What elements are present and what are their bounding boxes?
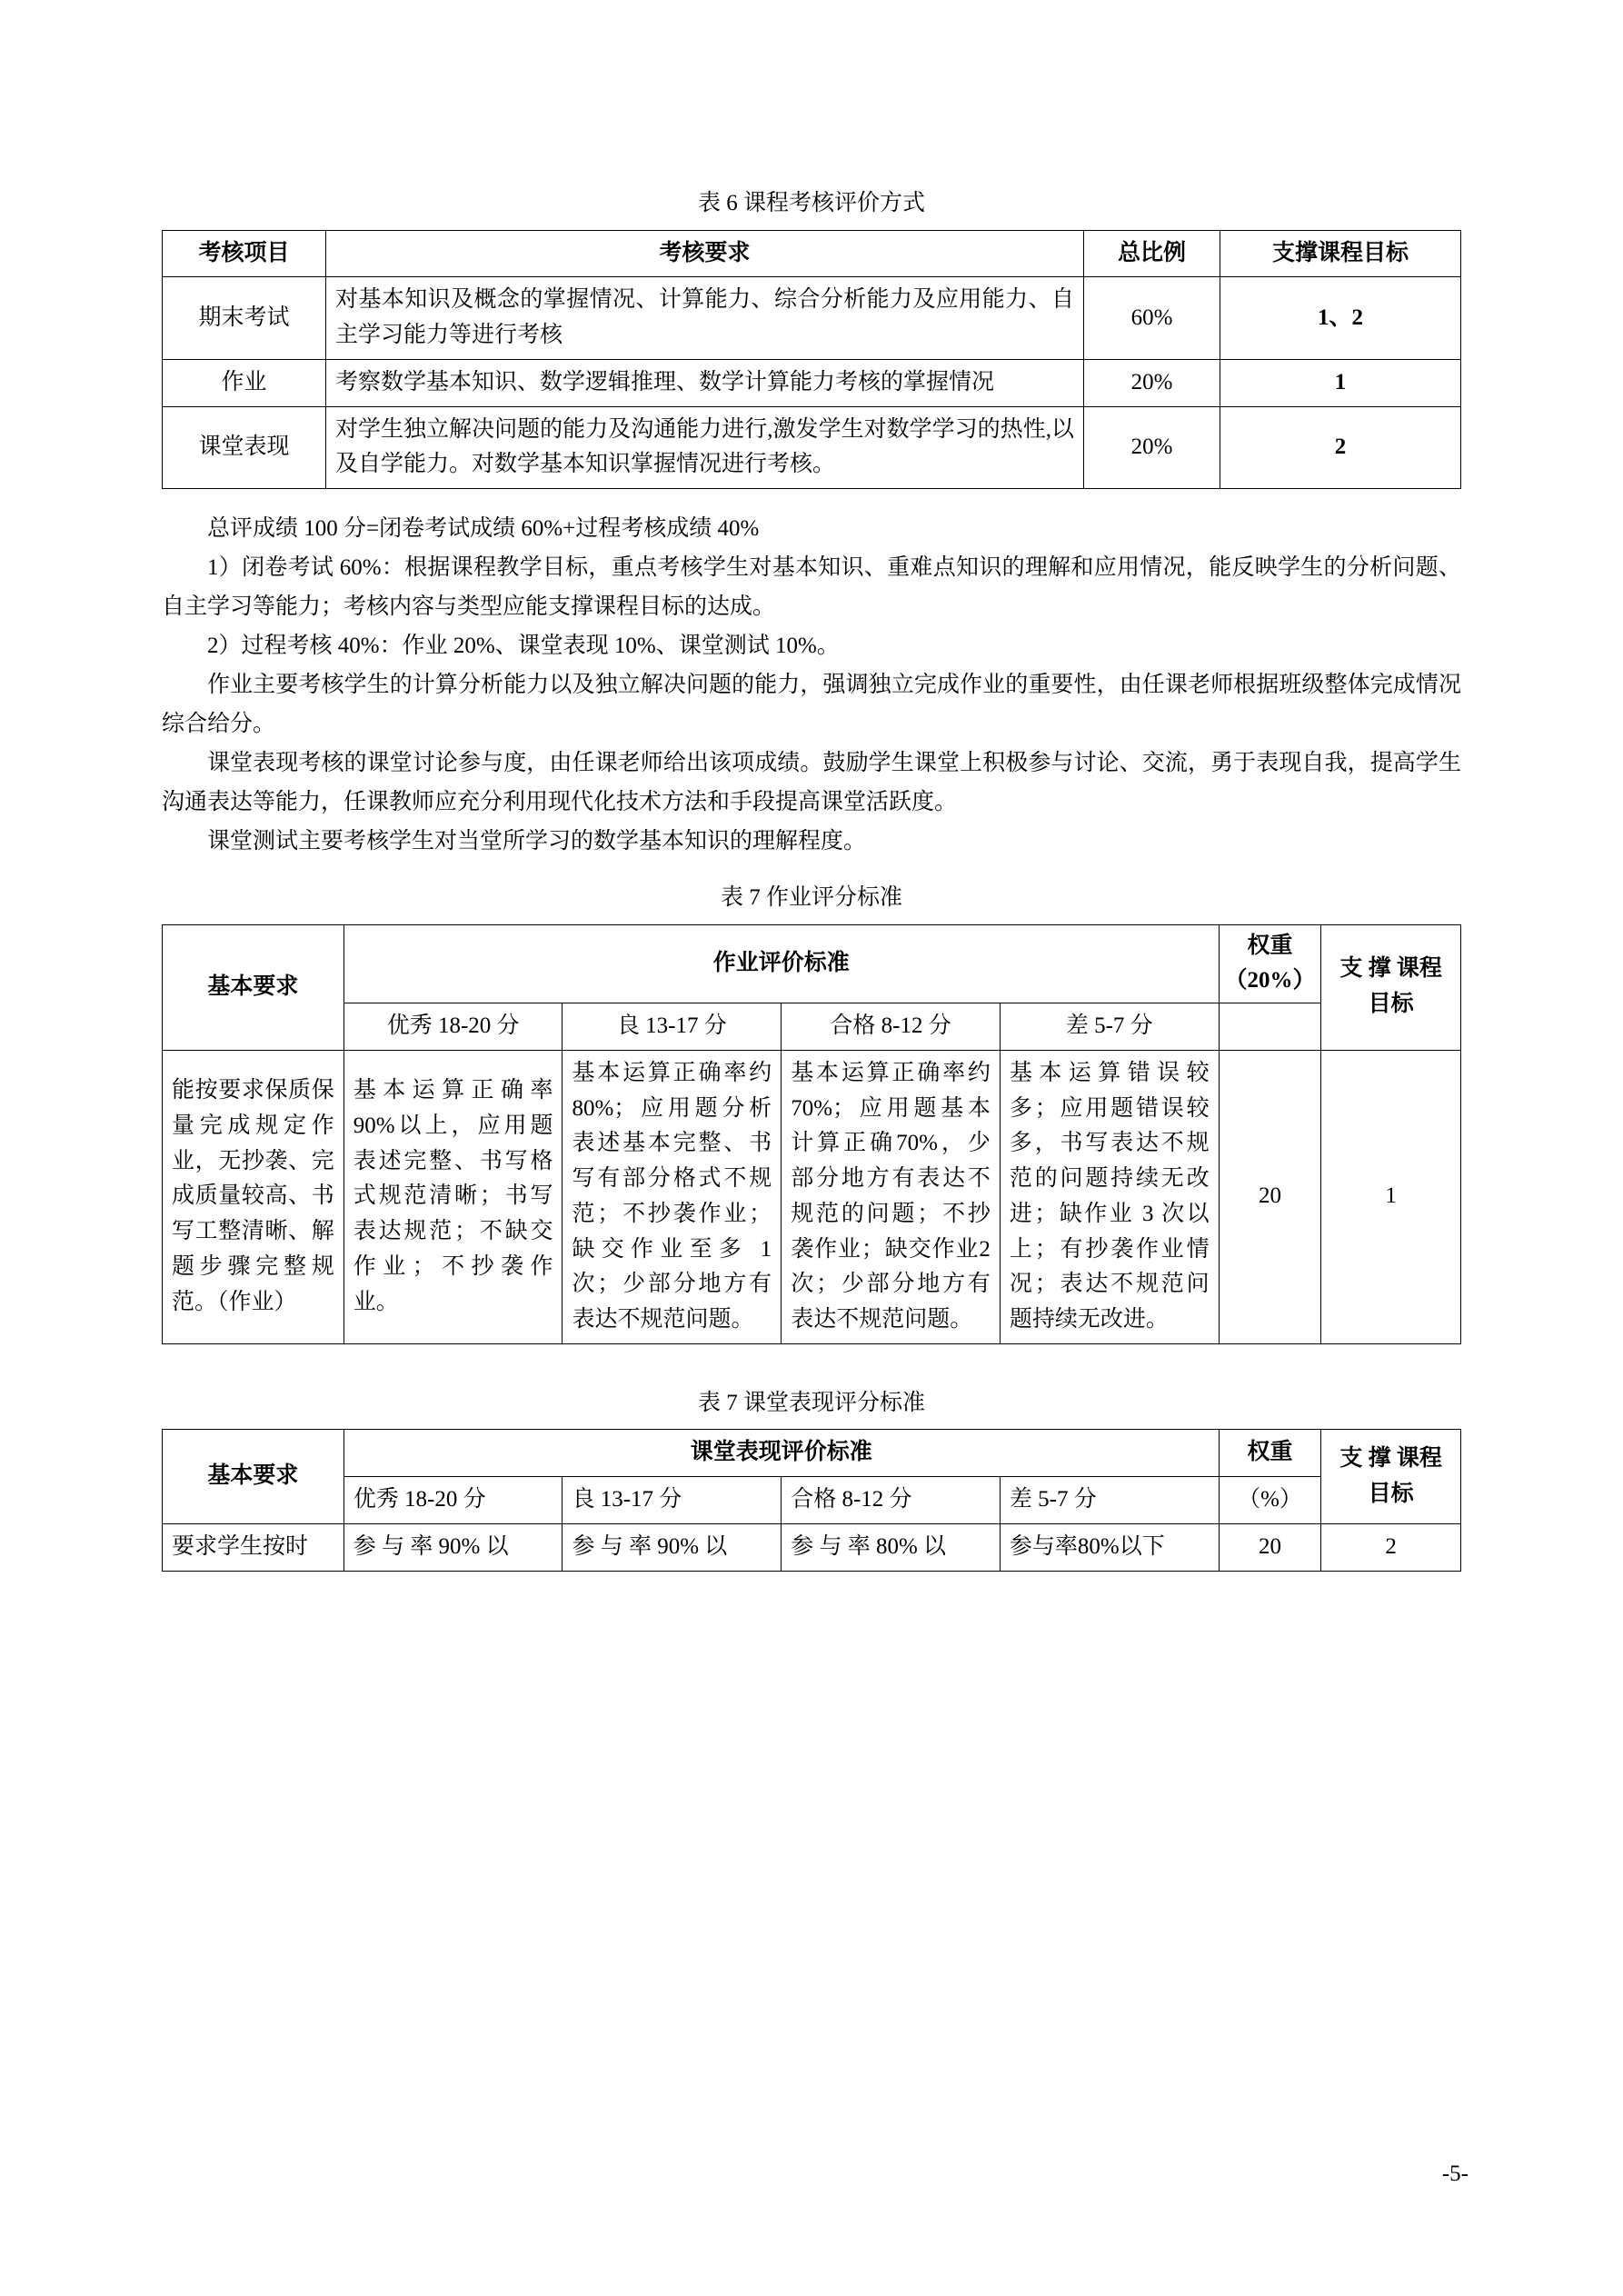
paragraph-class-performance: 课堂表现考核的课堂讨论参与度，由任课老师给出该项成绩。鼓励学生课堂上积极参与讨论、交流，勇于表现自我，提高学生沟通表达等能力，任课教师应充分利用现代化技术方法和手段提高课堂活跃度。: [162, 751, 1461, 814]
table7-cell-weight: 20: [1219, 1050, 1321, 1343]
table-row: [163, 406, 1461, 489]
table7-cell-good: 基本运算正确率约 80%；应用题分析表述基本完整、书写有部分格式不规范；不抄袭作业；缺交作业至多 1 次；少部分地方有表达不规范问题。: [563, 1050, 782, 1343]
table8-weight-sub: （%）: [1219, 1477, 1321, 1524]
table-subheader-row: [163, 1477, 1461, 1524]
page-content: [162, 186, 1461, 1572]
paragraph-class-test: 课堂测试主要考核学生对当堂所学习的数学基本知识的理解程度。: [207, 829, 867, 854]
table7-caption: 表 7 作业评分标准: [720, 885, 902, 910]
table6-cell-item: 课堂表现: [163, 406, 326, 489]
table8-level-excellent: 优秀 18-20 分: [344, 1477, 563, 1524]
table8-header-group: 课堂表现评价标准: [344, 1430, 1219, 1477]
table7-cell-excellent: 基本运算正确率90%以上，应用题表述完整、书写格式规范清晰；书写表达规范；不缺交作业；不抄袭作业。: [344, 1050, 563, 1343]
table8-cell-goal: 2: [1321, 1523, 1461, 1571]
table6-cell-goals: 2: [1220, 406, 1461, 489]
table8: [162, 1429, 1461, 1571]
paragraph-total-score: 总评成绩 100 分=闭卷考试成绩 60%+过程考核成绩 40%: [207, 516, 760, 541]
table7-cell-poor: 基本运算错误较多；应用题错误较多，书写表达不规范的问题持续无改进；缺作业 3 次以上；有抄袭作业情况；表达不规范问题持续无改进。: [1000, 1050, 1219, 1343]
table8-cell-basic: 要求学生按时: [163, 1523, 344, 1571]
table6-cell-requirement: 对基本知识及概念的掌握情况、计算能力、综合分析能力及应用能力、自主学习能力等进行考核: [326, 277, 1084, 360]
table6-header-requirement: 考核要求: [326, 230, 1084, 277]
table7-header-goal: 支 撑 课程目标: [1321, 924, 1461, 1050]
table7-weight-label: 权重: [1247, 933, 1293, 958]
table7-level-pass: 合格 8-12 分: [782, 1003, 1001, 1051]
table-row: [163, 1523, 1461, 1571]
table7-cell-goal: 1: [1321, 1050, 1461, 1343]
table6-cell-requirement: 对学生独立解决问题的能力及沟通能力进行,激发学生对数学学习的热性,以及自学能力。对数学基本知识掌握情况进行考核。: [326, 406, 1084, 489]
table6-header-goals: 支撑课程目标: [1220, 230, 1461, 277]
table7: [162, 924, 1461, 1344]
table8-cell-pass: 参 与 率 80% 以: [782, 1523, 1001, 1571]
table6-cell-item: 作业: [163, 359, 326, 406]
paragraph-homework: 作业主要考核学生的计算分析能力以及独立解决问题的能力，强调独立完成作业的重要性，由任课老师根据班级整体完成情况综合给分。: [162, 673, 1461, 736]
table-row: [163, 1050, 1461, 1343]
table-subheader-row: [163, 1003, 1461, 1051]
table6-cell-item: 期末考试: [163, 277, 326, 360]
table7-cell-pass: 基本运算正确率约 70%；应用题基本计算正确70%，少部分地方有表达不规范的问题；不抄袭作业；缺交作业2 次；少部分地方有表达不规范问题。: [782, 1050, 1001, 1343]
table8-header-weight: 权重: [1219, 1430, 1321, 1477]
table7-level-poor: 差 5-7 分: [1000, 1003, 1219, 1051]
table-row: [163, 277, 1461, 360]
page-number: -5-: [1441, 2161, 1469, 2186]
table6-cell-goals: 1: [1220, 359, 1461, 406]
table8-cell-excellent: 参 与 率 90% 以: [344, 1523, 563, 1571]
table6-cell-ratio: 60%: [1084, 277, 1220, 360]
table8-cell-weight: 20: [1219, 1523, 1321, 1571]
table8-level-good: 良 13-17 分: [563, 1477, 782, 1524]
table6-header-item: 考核项目: [163, 230, 326, 277]
table7-header-group: 作业评价标准: [344, 924, 1219, 1003]
table-row: [163, 359, 1461, 406]
table6-cell-goals: 1、2: [1220, 277, 1461, 360]
table6-caption: 表 6 课程考核评价方式: [697, 191, 925, 215]
table8-caption: 表 7 课堂表现评分标准: [697, 1390, 925, 1415]
table8-header-goal: 支 撑 课程目标: [1321, 1430, 1461, 1524]
table6-cell-ratio: 20%: [1084, 359, 1220, 406]
table-header-row: [163, 924, 1461, 1003]
table8-level-pass: 合格 8-12 分: [782, 1477, 1001, 1524]
table8-level-poor: 差 5-7 分: [1000, 1477, 1219, 1524]
table7-weight-sub: （20%）: [1224, 968, 1316, 993]
table7-header-basic: 基本要求: [163, 924, 344, 1050]
table-header-row: [163, 1430, 1461, 1477]
paragraph-closed-exam: 1）闭卷考试 60%：根据课程教学目标，重点考核学生对基本知识、重难点知识的理解和应用情况，能反映学生的分析问题、自主学习等能力；考核内容与类型应能支撑课程目标的达成。: [162, 555, 1461, 619]
table-header-row: [163, 230, 1461, 277]
table7-header-weight: [1219, 924, 1321, 1003]
table7-level-excellent: 优秀 18-20 分: [344, 1003, 563, 1051]
paragraph-process-assessment: 2）过程考核 40%：作业 20%、课堂表现 10%、课堂测试 10%。: [207, 634, 840, 658]
table7-weight-empty: [1219, 1003, 1321, 1051]
table6-header-ratio: 总比例: [1084, 230, 1220, 277]
table6: [162, 230, 1461, 490]
table7-cell-basic: 能按要求保质保量完成规定作业，无抄袭、完成质量较高、书写工整清晰、解题步骤完整规范。（作业）: [163, 1050, 344, 1343]
table6-cell-requirement: 考察数学基本知识、数学逻辑推理、数学计算能力考核的掌握情况: [326, 359, 1084, 406]
table6-cell-ratio: 20%: [1084, 406, 1220, 489]
table8-cell-poor: 参与率80%以下: [1000, 1523, 1219, 1571]
table7-level-good: 良 13-17 分: [563, 1003, 782, 1051]
table8-header-basic: 基本要求: [163, 1430, 344, 1524]
table8-cell-good: 参 与 率 90% 以: [563, 1523, 782, 1571]
